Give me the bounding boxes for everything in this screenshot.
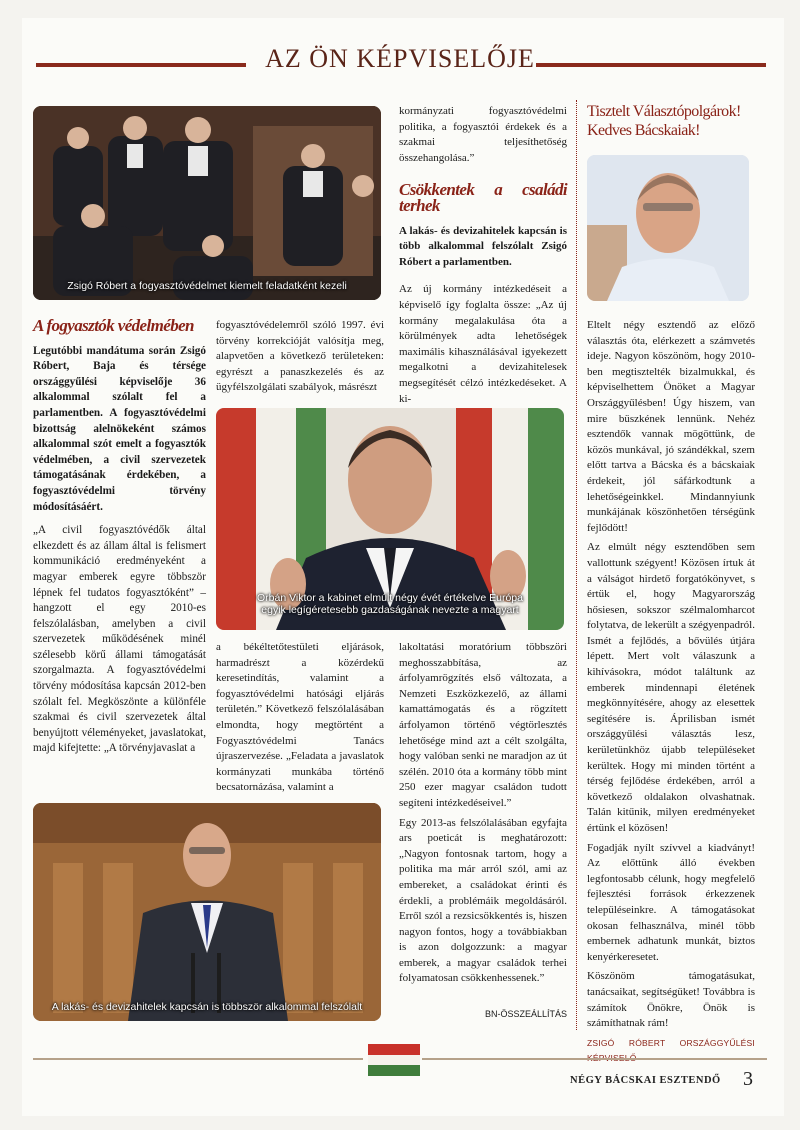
family-burden-headline: Csökkentek a családi terhek — [399, 180, 567, 215]
orban-photo — [216, 408, 564, 630]
column-divider — [576, 100, 577, 1030]
column-2-bottom-text: a békéltetőtestületi eljárások, harmadrészt a közérdekű keresetindítás, valamint a fogyasztóvédelmi hatósági eljárás területén.” Következő felszólalásában elmondta, hogy megtörtént a Fogyasztóvédelmi Tanács újraszervezése. „Feladata a javaslatok kormányzati munkába történő becsatornázása, valamint a — [216, 641, 384, 794]
column-3-bottom — [399, 640, 567, 1023]
footer-publication-title: NÉGY BÁCSKAI ESZTENDŐ — [570, 1075, 721, 1086]
speech-photo-caption: A lakás- és devizahitelek kapcsán is többször alkalommal felszólalt — [51, 1001, 363, 1013]
column-3-text-3: lakoltatási moratórium többszöri meghosszabbítása, az árfolyamrögzítés első változata, a Nemzeti Eszközkezelő, az állami kamattámogatás és a rögzített árfolyamon történő végtörlesztés lehetősége mind azt a célt szolgálta, hogy valóban senki ne maradjon az út szélén. 2010 óta a kormány több mint 250 ezer magyar családon tudott segíteni intézkedéseivel.” — [399, 641, 567, 809]
consumer-protection-headline: A fogyasztók védelmében — [33, 316, 194, 335]
column-1-lead: Legutóbbi mandátuma során Zsigó Róbert, Baja és térsége országgyűlési képviselője 36 alkalommal szólalt fel a parlamentben. A fogyasztóvédelmi bizottság alelnökeként számos alkalommal szót emelt a fogyasztók védelmében, a civil szervezetek támogatásának érdekében, a fogyasztóvédelmi törvény módosításáért. — [33, 344, 206, 513]
letter-paragraph-3: Fogadják nyílt szívvel a kiadványt! Az előttünk álló években legfontosabb célunk, hogy megfelelő fejlesztési források érkezzenek településeinkre. A támogatásokat okosan felhasználva, minél több embernek adhatunk munkát, biztos kenyérkeresetet. — [587, 841, 755, 963]
column-3-intro: kormányzati fogyasztóvédelmi politika, a fogyasztói érdekek és a szakmai teljesíthetőség összehangolása.” — [399, 105, 567, 164]
column-3-top — [399, 104, 567, 411]
page-number: 3 — [743, 1068, 753, 1090]
parliament-photo — [33, 106, 381, 300]
column-1 — [33, 318, 206, 761]
column-2-top-text: fogyasztóvédelemről szóló 1997. évi törvény korrekcióját valósítja meg, alapvetően a következő területeken: egyrészt a panaszkezelés és az ügyfélszolgálati szabályok, másrészt — [216, 319, 384, 394]
column-3-text-2: Az új kormány intézkedéseit a képviselő így foglalta össze: „Az új kormány megalakulása óta a körülmények adta lehetőségek maximális kihasználásával igyekezett megalkotni a devizahitelesek megsegítését célzó intézkedéseket. A ki- — [399, 283, 567, 405]
column-2-bottom — [216, 640, 384, 800]
speech-photo — [33, 803, 381, 1021]
column-3-text-4: Egy 2013-as felszólalásában egyfajta ars poeticát is meghatározott: „Nagyon fontosnak tartom, hogy a politika ma már arról szól, ami az embereket, a családokat érinti és érdekli, a problémáik megoldásáról. Erről szól a rezsicsökkentés is, hiszen nagyon fontos, hogy a továbbiakban is azon dolgozzunk: a magyar emberek, a magyar családok terhei folyamatosan csökkenhessenek.” — [399, 816, 567, 985]
article-credit: BN-ÖSSZEÁLLÍTÁS — [484, 1009, 567, 1020]
footer-rule-left — [33, 1058, 363, 1060]
orban-caption-line-1: Orbán Viktor a kabinet elmúlt négy évét értékelve Európa — [257, 592, 523, 604]
column-4-letter — [587, 102, 762, 140]
column-2-top — [216, 318, 384, 400]
orban-photo-caption — [216, 592, 564, 616]
hungarian-flag-icon — [368, 1044, 420, 1076]
parliament-photo-image — [33, 106, 381, 300]
speech-photo-image — [33, 803, 381, 1021]
column-3-lead: A lakás- és devizahitelek kapcsán is több alkalommal felszólalt Zsigó Róbert a parlamentben. — [399, 224, 567, 268]
letter-greeting-2: Kedves Bácskaiak! — [587, 122, 700, 139]
page-title: AZ ÖN KÉPVISELŐJE — [265, 44, 535, 73]
letter-paragraph-2: Az elmúlt négy esztendőben sem vallottunk szégyent! Közösen írtuk át a válságot hirdető forgatókönyvet, s értük el, hogy Magyarország hősiesen, sokszor szélmalomharcot folytatva, de lekerült a szégyenpadról. Ismét a fejlődés, a bővülés útjára lépett. Mert volt válaszunk a kihívásokra, módot találtunk az emberek mindennapi életének megkönnyítésére, ahogy az elesettek segítésére is. Áprilisban ismét országgyűlési választás lesz, kerületünkhöz újabb településeket kerültek. Hogy mi minden történt a térség fejlődése érdekében, arról a következő oldalakon olvashatnak. Talán kitűnik, milyen eredményeket értünk el közösen! — [587, 541, 755, 834]
letter-paragraph-1: Eltelt négy esztendő az előző választás óta, elérkezett a számvetés ideje. Nagyon köszönöm, hogy 2010-ben megtisztelték bizalmukkal, és képviselhettem Önöket a Magyar Országgyűlésben! Úgy hiszem, van mire büszkének lennünk. Nehéz esztendők vannak mögöttünk, de közös munkával, jó szándékkal, szem előtt tartva a Bácska és a bácskaiak érdekeit, jól sáfárkodtunk a lehetőségeinkkel. Mindannyiunk munkájának köszönhetően térségünk fejlődött! — [587, 319, 755, 534]
portrait-photo-image — [587, 155, 749, 301]
letter-paragraph-4: Köszönöm támogatásukat, tanácsaikat, segítségüket! Továbbra is számítok Önökre, Önök is számíthatnak rám! — [587, 970, 755, 1030]
parliament-photo-caption: Zsigó Róbert a fogyasztóvédelmet kiemelt feladatként kezeli — [67, 280, 347, 292]
letter-greeting-1: Tisztelt Választópolgárok! — [587, 103, 741, 120]
column-1-body: „A civil fogyasztóvédők által elkezdett és az állam által is felismert kommunikáció eredményeként a magyar emberek egyre többször lépnek fel tudatos fogyasztóként” – hangzott el egy 2010-es felszólalásban, amelyben a civil szervezetek működésének minél szélesebb körű állami támogatását szorgalmazta. A fogyasztóvédelmi törvény módosítása kapcsán 2012-ben szólalt fel. Megköszönte a különféle szakmai és civil szervezetek által benyújtott véleményeket, javaslatokat, majd kifejtette: „A törvényjavaslat a — [33, 524, 206, 755]
footer-rule-right — [422, 1058, 767, 1060]
letter-signature: ZSIGÓ RÓBERT ORSZÁGGYŰLÉSI — [587, 1037, 755, 1048]
column-4-body — [587, 318, 755, 1067]
portrait-photo — [587, 155, 749, 301]
orban-caption-line-2: egyik legígéretesebb gazdaságának nevezte a magyart — [261, 604, 519, 616]
